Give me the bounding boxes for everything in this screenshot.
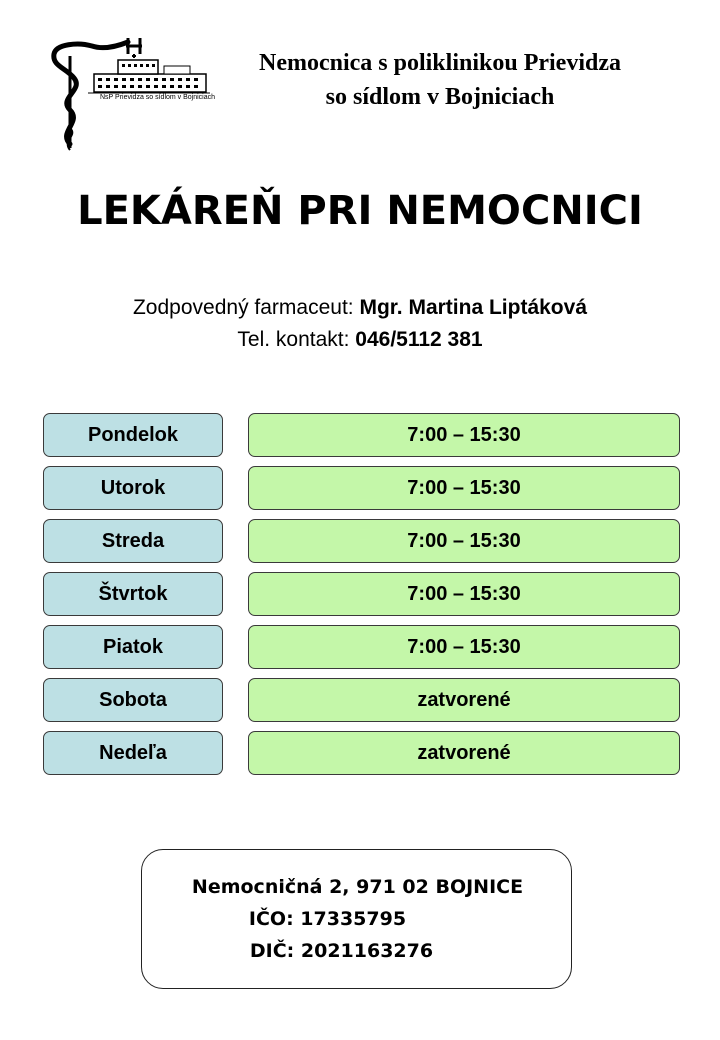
schedule-row xyxy=(43,413,680,457)
schedule-row xyxy=(43,678,680,722)
schedule-row xyxy=(43,625,680,669)
hospital-name xyxy=(200,46,680,114)
schedule-row xyxy=(43,519,680,563)
hospital-name-line1: Nemocnica s poliklinikou Prievidza xyxy=(258,50,621,76)
day-label: Streda xyxy=(43,519,223,563)
contact-info xyxy=(0,292,720,356)
day-label: Sobota xyxy=(43,678,223,722)
pharmacist-label: Zodpovedný farmaceut: xyxy=(132,296,360,319)
day-label: Piatok xyxy=(43,625,223,669)
phone-number: 046/5112 381 xyxy=(355,328,483,351)
schedule-row xyxy=(43,572,680,616)
schedule-row xyxy=(43,731,680,775)
schedule-row xyxy=(43,466,680,510)
hours-value: zatvorené xyxy=(248,678,680,722)
hours-value: 7:00 – 15:30 xyxy=(248,413,680,457)
address-dic: DIČ: 2021163276 xyxy=(249,940,434,962)
page-title: LEKÁREŇ PRI NEMOCNICI xyxy=(77,188,643,234)
pharmacist-line xyxy=(0,292,720,324)
phone-line xyxy=(0,324,720,356)
day-label: Pondelok xyxy=(43,413,223,457)
address-ico: IČO: 17335795 xyxy=(248,908,407,930)
address-box xyxy=(141,849,572,989)
hours-value: 7:00 – 15:30 xyxy=(248,572,680,616)
day-label: Štvrtok xyxy=(43,572,223,616)
hospital-name-line2: so sídlom v Bojniciach xyxy=(325,84,555,110)
hours-value: 7:00 – 15:30 xyxy=(248,466,680,510)
day-label: Nedeľa xyxy=(43,731,223,775)
phone-label: Tel. kontakt: xyxy=(237,328,356,351)
logo-caption: NsP Prievidza so sídlom v Bojniciach xyxy=(100,94,216,101)
address-street: Nemocničná 2, 971 02 BOJNICE xyxy=(191,876,524,898)
pharmacist-name: Mgr. Martina Liptáková xyxy=(359,296,587,319)
hours-value: 7:00 – 15:30 xyxy=(248,625,680,669)
hours-value: 7:00 – 15:30 xyxy=(248,519,680,563)
day-label: Utorok xyxy=(43,466,223,510)
hours-value: zatvorené xyxy=(248,731,680,775)
